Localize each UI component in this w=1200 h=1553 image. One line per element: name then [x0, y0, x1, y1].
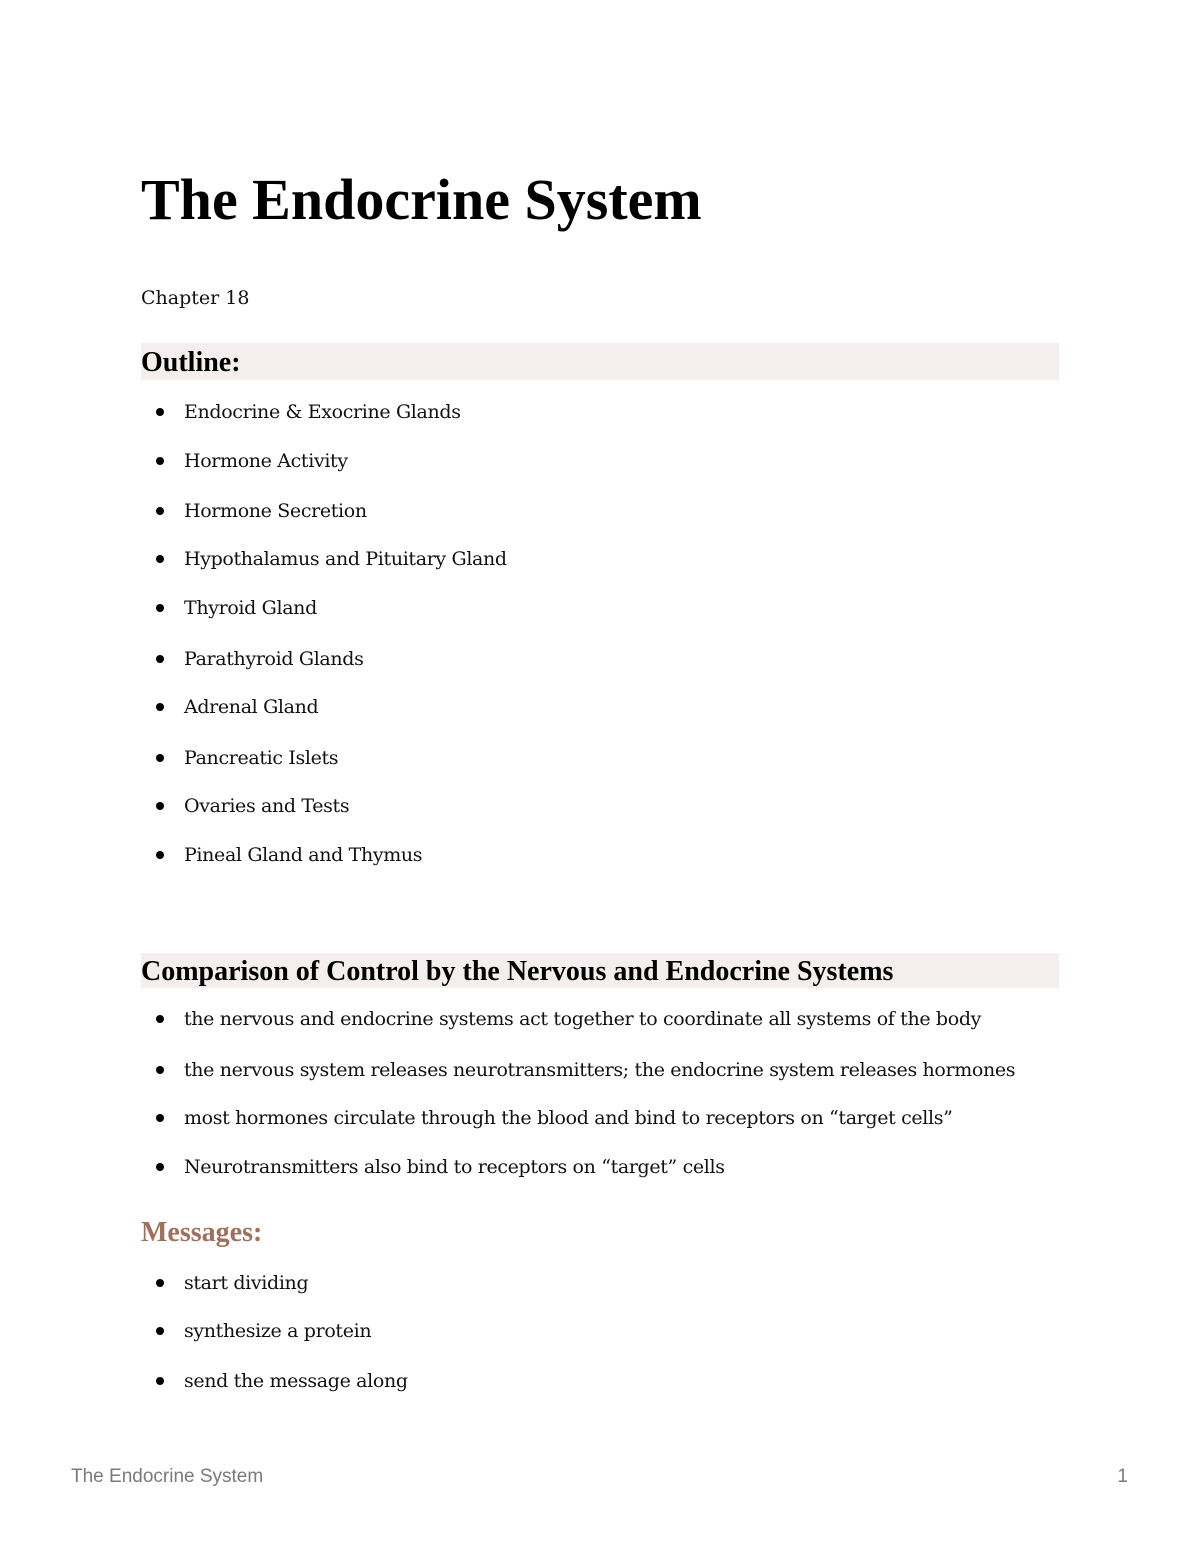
bullet-icon: [156, 703, 164, 711]
footer-page-number: 1: [1117, 1466, 1128, 1487]
page-title: The Endocrine System: [141, 167, 702, 232]
list-item-text: Hormone Secretion: [184, 500, 367, 522]
bullet-icon: [156, 507, 164, 515]
footer-document-title: The Endocrine System: [71, 1466, 264, 1487]
bullet-icon: [156, 1377, 164, 1385]
list-item-text: the nervous and endocrine systems act together to coordinate all systems of the body: [184, 1008, 982, 1030]
list-item-text: Thyroid Gland: [184, 597, 317, 619]
bullet-icon: [156, 1015, 164, 1023]
bullet-icon: [156, 754, 164, 762]
messages-heading: Messages:: [141, 1217, 263, 1248]
list-item-text: start dividing: [184, 1272, 309, 1294]
bullet-icon: [156, 555, 164, 563]
bullet-icon: [156, 802, 164, 810]
bullet-icon: [156, 1114, 164, 1122]
list-item-text: the nervous system releases neurotransmitters; the endocrine system releases hormones: [184, 1059, 1016, 1081]
list-item-text: Hormone Activity: [184, 450, 348, 472]
bullet-icon: [156, 1163, 164, 1171]
bullet-icon: [156, 1279, 164, 1287]
list-item-text: Hypothalamus and Pituitary Gland: [184, 548, 507, 570]
comparison-heading: Comparison of Control by the Nervous and Endocrine Systems: [141, 953, 1059, 988]
chapter-subtitle: Chapter 18: [141, 287, 250, 309]
bullet-icon: [156, 1327, 164, 1335]
bullet-icon: [156, 408, 164, 416]
list-item-text: Adrenal Gland: [184, 696, 319, 718]
bullet-icon: [156, 655, 164, 663]
list-item-text: Parathyroid Glands: [184, 648, 364, 670]
bullet-icon: [156, 604, 164, 612]
outline-heading: Outline:: [141, 343, 1059, 380]
bullet-icon: [156, 457, 164, 465]
list-item-text: Pineal Gland and Thymus: [184, 844, 423, 866]
list-item-text: send the message along: [184, 1370, 408, 1392]
list-item-text: Endocrine & Exocrine Glands: [184, 401, 461, 423]
list-item-text: Pancreatic Islets: [184, 747, 339, 769]
bullet-icon: [156, 851, 164, 859]
list-item-text: Neurotransmitters also bind to receptors on “target” cells: [184, 1156, 725, 1178]
bullet-icon: [156, 1066, 164, 1074]
list-item-text: most hormones circulate through the blood and bind to receptors on “target cells”: [184, 1107, 953, 1129]
list-item-text: synthesize a protein: [184, 1320, 372, 1342]
list-item-text: Ovaries and Tests: [184, 795, 350, 817]
